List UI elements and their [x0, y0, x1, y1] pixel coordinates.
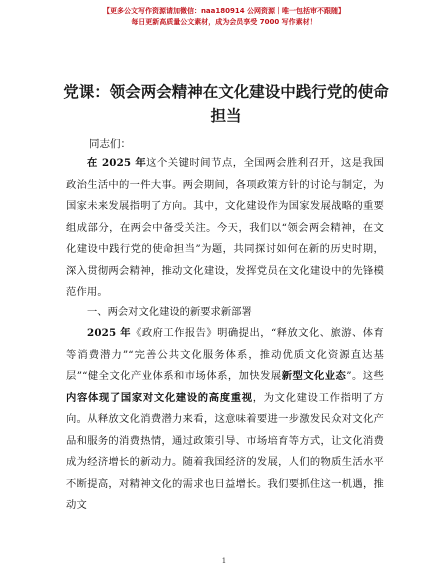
paragraph-intro-text: 这个关键时间节点，全国两会胜利召开，这是我国政治生活中的一件大事。两会期间，各项政策方针的讨论与制定，为国家未来发展指明了方向。其中，文化建设作为国家发展战略的重要组成部分，在两会中备受关注。今天，我们以“领会两会精神，在文化建设中践行党的使命担当”为题，共同探讨如何在新的历史时期，深入贯彻两会精神，推动文化建设，发挥党员在文化建设中的先锋模范作用。: [66, 157, 384, 298]
paragraph-section-1-year: 2025 年: [87, 327, 132, 339]
promo-banner: [0, 6, 448, 28]
paragraph-section-1-bold-b: 内容体现了国家对文化建设的高度重视: [66, 391, 253, 404]
paragraph-section-1-text-a: 《政府工作报告》明确提出，“释放文化、旅游、体育等消费潜力”“完善公共文化服务体系，推动优质文化资源直达基层”“健全文化产业体系和市场体系，加快发展: [66, 327, 384, 382]
section-heading-1: 一、两会对文化建设的新要求新部署: [87, 306, 252, 318]
paragraph-section-1-bold-a: 新型文化业态: [281, 370, 347, 382]
paragraph-section-1: [66, 323, 384, 517]
salutation: 同志们：: [89, 138, 131, 150]
banner-line-2: 每日更新高质量公文素材，成为会员享受 7000 写作素材！: [131, 18, 317, 26]
paragraph-section-1-text-b: ”。这些: [346, 370, 384, 382]
page-number: 1: [221, 557, 227, 565]
document-title: 党课：领会两会精神在文化建设中践行党的使命担当: [63, 82, 389, 125]
paragraph-intro: [66, 153, 384, 304]
paragraph-section-1-text-c: ，为文化建设工作指明了方向。从释放文化消费潜力来看，这意味着要进一步激发民众对文化产品和服务的消费热情，通过政策引导、市场培育等方式，让文化消费成为经济增长的新动力。随着我国经济的发展，人们的物质生活水平不断提高，对精神文化的需求也日益增长。我们要抓住这一机遇，推动文: [66, 391, 384, 511]
paragraph-intro-lead: 在 2025 年: [87, 157, 147, 169]
banner-line-1: 【更多公文写作资源请加微信：naa180914 公网资源｜唯一包括审不跟随】: [102, 7, 346, 15]
